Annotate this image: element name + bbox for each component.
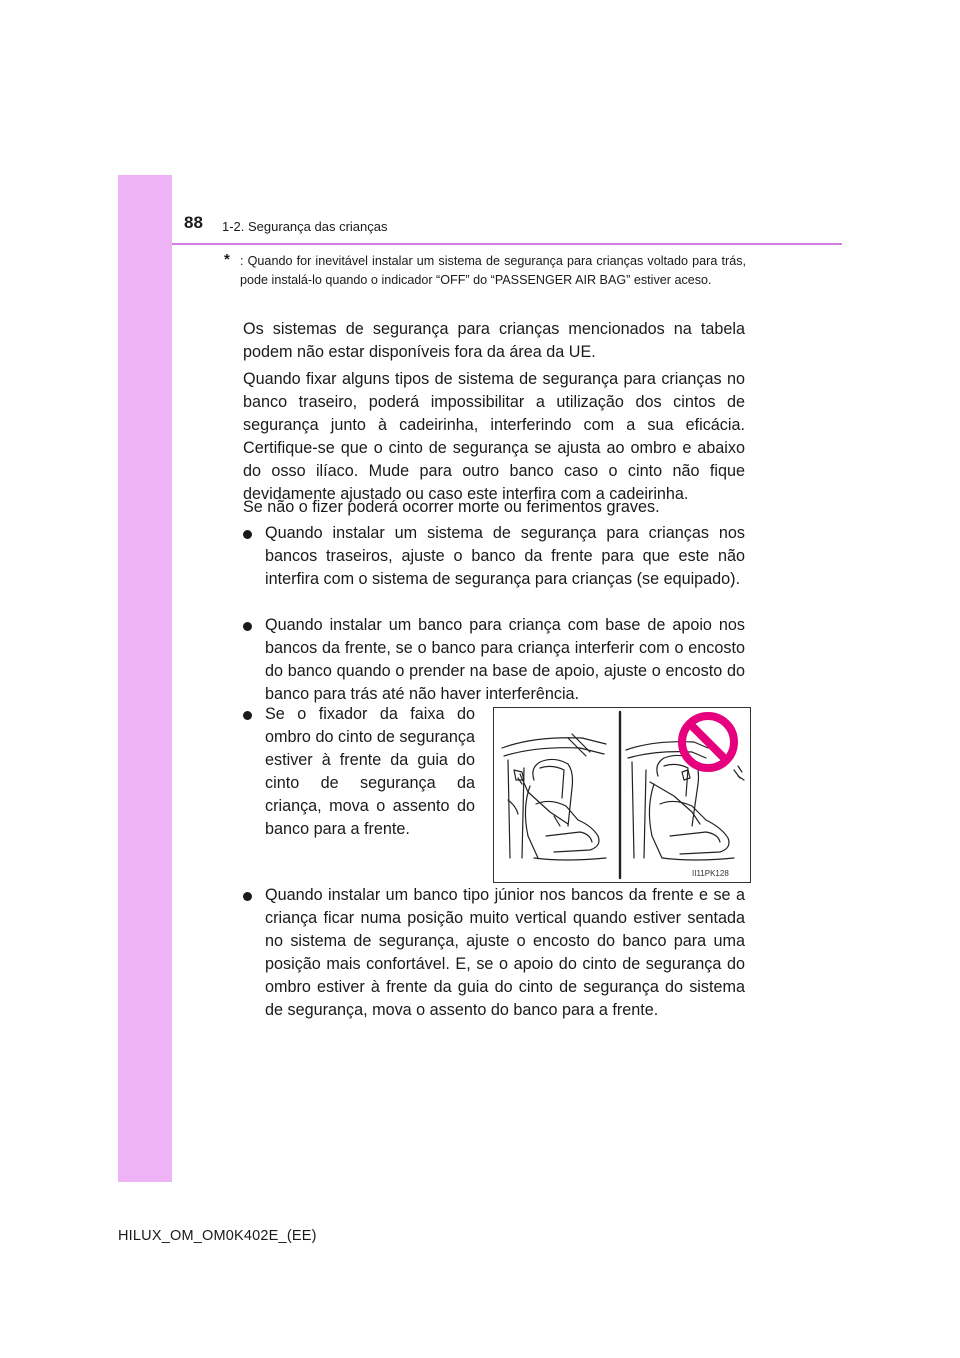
list-item [243,614,745,706]
paragraph-rear-seat-warning: Quando fixar alguns tipos de sistema de segurança para crianças no banco traseiro, poderá impossibilitar a utilização dos cintos de segurança junto à cadeirinha, interferindo com a sua eficácia. Certifique-se que o cinto de segurança se ajusta ao ombro e abaixo do osso ilíaco. Mude para outro banco caso o cinto não fique devidamente ajustado ou caso este interfira com a cadeirinha. [243,370,745,503]
header-divider [172,243,842,245]
paragraph-consequence: Se não o fizer poderá ocorrer morte ou ferimentos graves. [243,498,660,516]
bullet-icon [243,622,252,631]
footnote-text: : Quando for inevitável instalar um sistema de segurança para crianças voltado para trás, pode instalá-lo quando o indicador “OFF” do “PASSENGER AIR BAG” estiver aceso. [240,254,746,287]
seat-belt-drawing [494,708,750,882]
list-item [243,884,745,1022]
list-item [243,703,475,841]
document-id-footer: HILUX_OM_OM0K402E_(EE) [118,1228,317,1244]
paragraph-availability: Os sistemas de segurança para crianças mencionados na tabela podem não estar disponíveis fora da área da UE. [243,320,745,361]
chapter-sidebar-tab [118,175,172,1182]
seat-belt-illustration [493,707,751,883]
bullet-icon [243,892,252,901]
list-item-text: Quando instalar um banco para criança com base de apoio nos bancos da frente, se o banco para criança interferir com o encosto do banco quando o prender na base de apoio, ajuste o encosto do banco para trás até não haver interferência. [265,616,745,703]
list-item-text: Se o fixador da faixa do ombro do cinto de segurança estiver à frente da guia do cinto de segurança da criança, mova o assento do banco para a frente. [265,705,475,838]
section-title: 1-2. Segurança das crianças [222,219,388,234]
page-number: 88 [184,213,203,232]
list-item-text: Quando instalar um sistema de segurança para crianças nos bancos traseiros, ajuste o banco da frente para que este não interfira com o sistema de segurança para crianças (se equipado). [265,524,745,588]
list-item [243,522,745,591]
footnote-asterisk: * [224,251,230,268]
bullet-icon [243,711,252,720]
list-item-text: Quando instalar um banco tipo júnior nos bancos da frente e se a criança ficar numa posição muito vertical quando estiver sentada no sistema de segurança, ajuste o encosto do banco para uma posição mais confortável. E, se o apoio do cinto de segurança do ombro estiver à frente da guia do cinto de segurança do sistema de segurança, mova o assento do banco para a frente. [265,886,745,1019]
footnote [224,252,746,290]
figure-code: II11PK128 [692,869,729,878]
bullet-icon [243,530,252,539]
